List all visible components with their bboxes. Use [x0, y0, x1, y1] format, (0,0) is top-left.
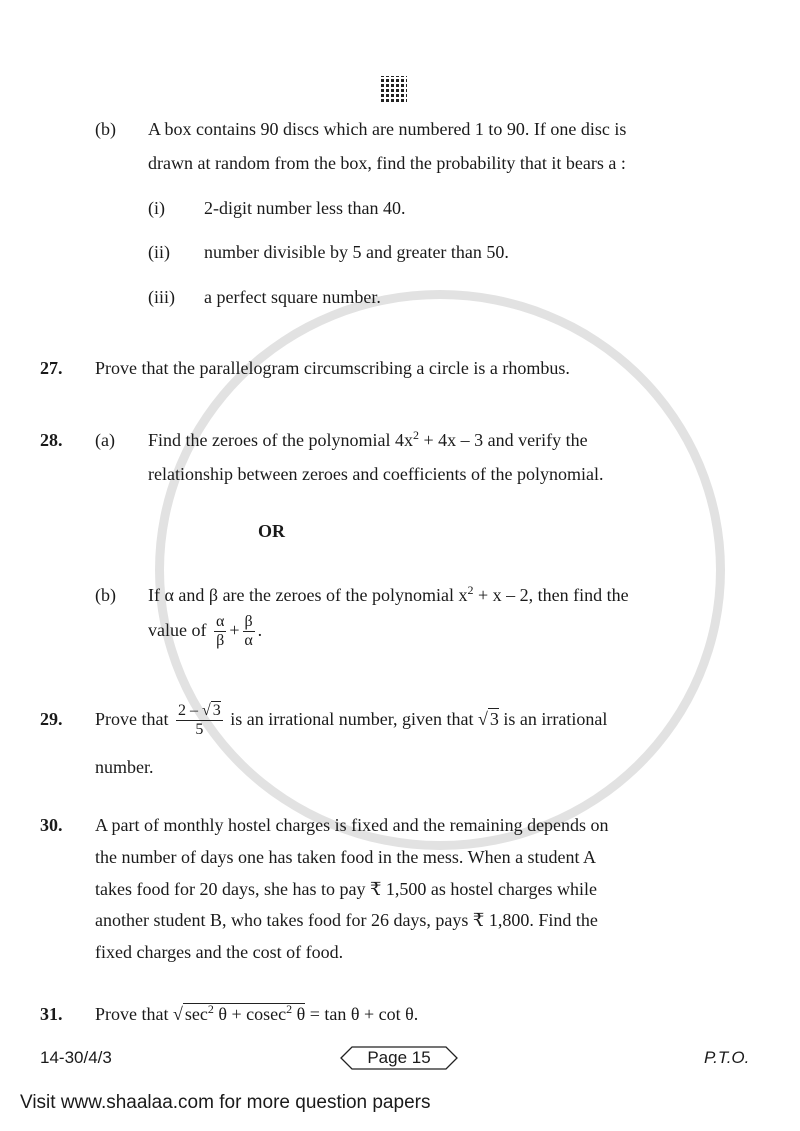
q30-line: fixed charges and the cost of food.	[95, 942, 344, 962]
q30-number: 30.	[40, 815, 63, 835]
pto-label: P.T.O.	[704, 1048, 750, 1067]
part-label: (i)	[148, 198, 165, 218]
part-label: (iii)	[148, 287, 175, 307]
fraction: $\frac{\alpha}{\beta}$	[215, 613, 225, 650]
q28a-line2: relationship between zeroes and coefficients of the polynomial.	[148, 464, 604, 484]
q26b-line1: A box contains 90 discs which are numbered 1 to 90. If one disc is	[148, 119, 627, 139]
q30-line: takes food for 20 days, she has to pay ₹ 1,500 as hostel charges while	[95, 879, 598, 899]
q26b-label: (b)	[95, 119, 116, 139]
q28a-label: (a)	[95, 430, 115, 450]
or-separator: OR	[258, 521, 285, 541]
page-number: Page 15	[367, 1048, 431, 1067]
q30-line: another student B, who takes food for 26 days, pays ₹ 1,800. Find the	[95, 910, 598, 930]
q28a-line1: Find the zeroes of the polynomial $4x^2 + 4x - 3$ and verify the	[148, 428, 588, 450]
q28b-line1: If α and β are the zeroes of the polynomial $x^2 + x - 2$, then find the	[148, 583, 629, 605]
q29-line2: number.	[95, 757, 154, 777]
q29-number: 29.	[40, 709, 63, 729]
part-text: 2-digit number less than 40.	[204, 198, 406, 218]
q29-line1: Prove that $\frac{2 - √ 3}{5}$ is an irrational number, given that √ 3 is an irrational	[95, 702, 608, 739]
q30-line: the number of days one has taken food in the mess. When a student A	[95, 847, 597, 867]
fraction: $\frac{\beta}{\alpha}$	[244, 613, 253, 650]
q31-text: Prove that √ $\sec^2 \theta + cosec^2$ θ = tan θ + cot θ.	[95, 1002, 419, 1024]
q27-text: Prove that the parallelogram circumscribing a circle is a rhombus.	[95, 358, 570, 378]
qr-code-icon	[381, 76, 407, 102]
paper-code: 14-30/4/3	[40, 1048, 112, 1067]
q31-number: 31.	[40, 1004, 63, 1024]
visit-link[interactable]: Visit www.shaalaa.com for more question papers	[20, 1092, 431, 1113]
q27-number: 27.	[40, 358, 63, 378]
q28b-label: (b)	[95, 585, 116, 605]
q30-line: A part of monthly hostel charges is fixed and the remaining depends on	[95, 815, 609, 835]
q28-number: 28.	[40, 430, 63, 450]
q28b-line2: value of $\frac{\alpha}{\beta}$ + $\frac{\beta}{\alpha}$ .	[148, 613, 263, 650]
part-label: (ii)	[148, 242, 170, 262]
q26b-line2: drawn at random from the box, find the probability that it bears a :	[148, 153, 626, 173]
part-text: a perfect square number.	[204, 287, 381, 307]
part-text: number divisible by 5 and greater than 50.	[204, 242, 509, 262]
fraction: $\frac{2 - √ 3}{5}$	[178, 702, 221, 739]
